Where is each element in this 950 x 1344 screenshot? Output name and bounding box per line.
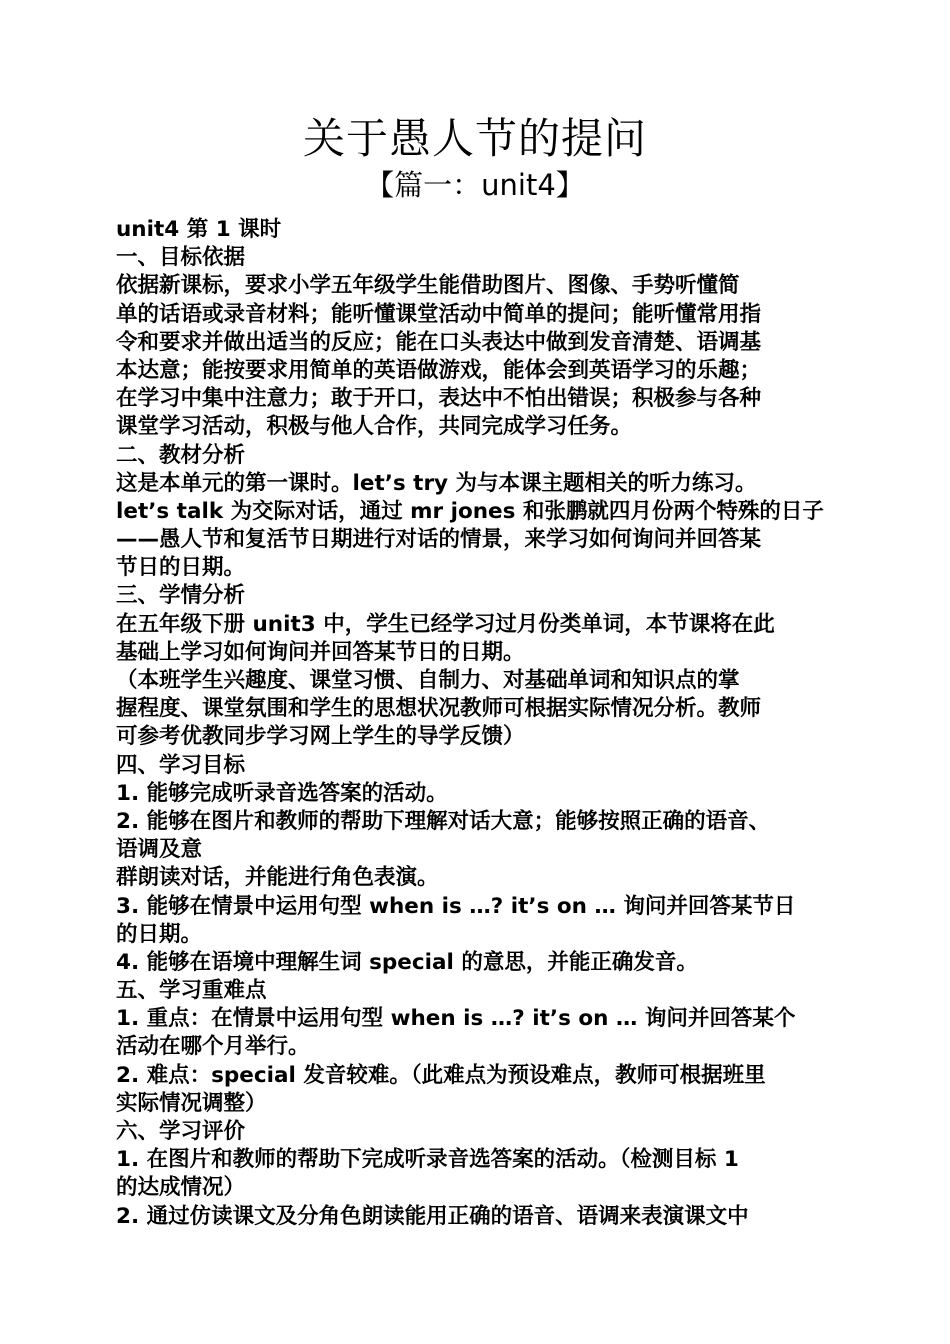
paragraph-line: 的日期。 — [116, 921, 203, 947]
paragraph-line: 1. 重点：在情景中运用句型 when is …? it’s on … 询问并回答某个 — [116, 1006, 796, 1032]
paragraph-line: 节日的日期。 — [116, 555, 246, 581]
paragraph-line: 本达意；能按要求用简单的英语做游戏，能体会到英语学习的乐趣； — [116, 357, 762, 383]
paragraph-line: 群朗读对话，并能进行角色表演。 — [116, 865, 439, 891]
paragraph-line: 实际情况调整） — [116, 1090, 267, 1116]
paragraph-line: 的达成情况） — [116, 1175, 246, 1201]
paragraph-line: 单的话语或录音材料；能听懂课堂活动中简单的提问；能听懂常用指 — [116, 301, 762, 327]
paragraph-line: 4. 能够在语境中理解生词 special 的意思，并能正确发音。 — [116, 949, 698, 975]
paragraph-line: 课堂学习活动，积极与他人合作，共同完成学习任务。 — [116, 414, 633, 440]
paragraph-line: 在学习中集中注意力；敢于开口，表达中不怕出错误；积极参与各种 — [116, 386, 762, 412]
document-subtitle: 【篇一：unit4】 — [365, 168, 585, 202]
paragraph-line: 2. 能够在图片和教师的帮助下理解对话大意；能够按照正确的语音、 — [116, 808, 771, 834]
paragraph-line: 一、目标依据 — [116, 245, 246, 271]
paragraph-line: 二、教材分析 — [116, 442, 246, 468]
paragraph-line: 2. 难点：special 发音较难。（此难点为预设难点，教师可根据班里 — [116, 1062, 766, 1088]
paragraph-line: 基础上学习如何询问并回答某节日的日期。 — [116, 639, 525, 665]
paragraph-line: 令和要求并做出适当的反应；能在口头表达中做到发音清楚、语调基 — [116, 329, 762, 355]
paragraph-line: 1. 在图片和教师的帮助下完成听录音选答案的活动。（检测目标 1 — [116, 1147, 739, 1173]
paragraph-line: 握程度、课堂氛围和学生的思想状况教师可根据实际情况分析。教师 — [116, 696, 762, 722]
paragraph-line: unit4 第 1 课时 — [116, 217, 282, 242]
paragraph-line: 六、学习评价 — [116, 1119, 246, 1144]
paragraph-line: 四、学习目标 — [116, 752, 246, 778]
paragraph-line: 2. 通过仿读课文及分角色朗读能用正确的语音、语调来表演课文中 — [116, 1203, 749, 1229]
paragraph-line: 可参考优教同步学习网上学生的导学反馈） — [116, 724, 525, 750]
paragraph-line: 依据新课标，要求小学五年级学生能借助图片、图像、手势听懂简 — [116, 273, 740, 299]
paragraph-line: 语调及意 — [116, 837, 203, 863]
document-title: 关于愚人节的提问 — [302, 114, 647, 163]
paragraph-line: （本班学生兴趣度、课堂习惯、自制力、对基础单词和知识点的掌 — [116, 668, 740, 693]
paragraph-line: 1. 能够完成听录音选答案的活动。 — [116, 780, 448, 806]
paragraph-line: ——愚人节和复活节日期进行对话的情景，来学习如何询问并回答某 — [116, 527, 762, 553]
paragraph-line: 三、学情分析 — [116, 583, 246, 609]
paragraph-line: 活动在哪个月举行。 — [116, 1034, 310, 1060]
paragraph-line: 在五年级下册 unit3 中，学生已经学习过月份类单词，本节课将在此 — [116, 611, 775, 637]
paragraph-line: 这是本单元的第一课时。let’s try 为与本课主题相关的听力练习。 — [116, 470, 757, 496]
paragraph-line: let’s talk 为交际对话，通过 mr jones 和张鹏就四月份两个特殊的日子 — [116, 498, 824, 524]
document-body — [116, 216, 838, 1231]
paragraph-line: 3. 能够在情景中运用句型 when is …? it’s on … 询问并回答某节日 — [116, 893, 796, 919]
paragraph-line: 五、学习重难点 — [116, 978, 267, 1004]
